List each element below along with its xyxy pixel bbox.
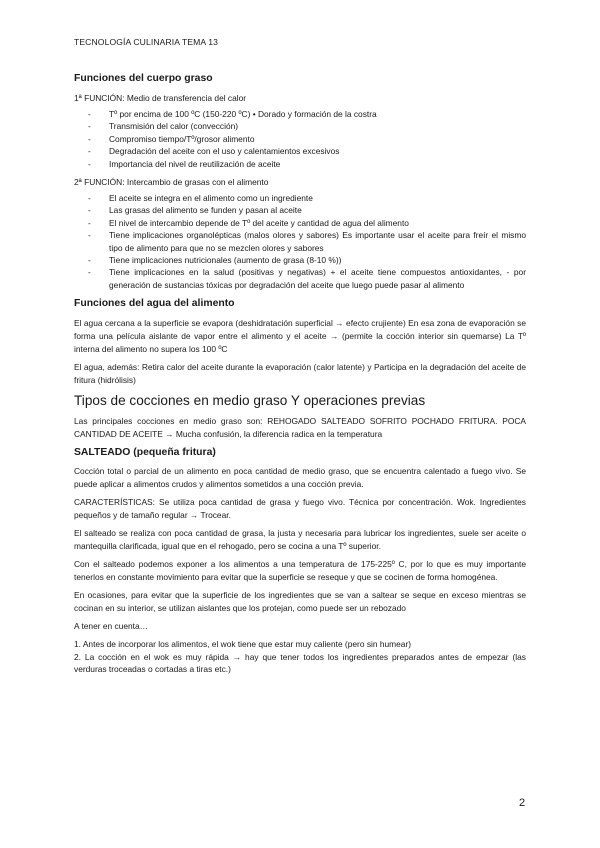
function-1-list [74,108,526,170]
list-item: - Transmisión del calor (convección) [74,120,526,132]
paragraph: A tener en cuenta… [74,621,149,632]
section-title-water-functions: Funciones del agua del alimento [74,298,235,310]
function-1-title: 1ª FUNCIÓN: Medio de transferencia del calor [74,93,247,103]
list-item: 1. Antes de incorporar los alimentos, el wok tiene que estar muy caliente (pero sin humear) [74,639,412,650]
paragraph: Cocción total o parcial de un alimento en poca cantidad de medio graso, que se encuentra calentado a fuego vivo. Se puede aplicar a alimentos crudos y alimentos sometidos a una cocción previa. [74,466,526,490]
function-2-title: 2ª FUNCIÓN: Intercambio de grasas con el alimento [74,177,269,188]
list-item: - Tº por encima de 100 ºC (150-220 ºC) • Dorado y formación de la costra [74,108,526,120]
subsection-title-salteado: SALTEADO (pequeña fritura) [74,447,216,459]
list-item: - Importancia del nivel de reutilización de aceite [74,158,526,170]
section-title-cooking-types: Tipos de cocciones en medio graso Y operaciones previas [74,393,426,409]
list-item: - Tiene implicaciones organolépticas (malos olores y sabores) Es importante usar el aceite para freír el mismo tipo de alimento para que no se mezclen olores y sabores [74,229,526,254]
function-2-list [74,192,526,291]
list-item: - El aceite se integra en el alimento como un ingrediente [74,192,526,204]
list-item: - Las grasas del alimento se funden y pasan al aceite [74,204,526,216]
list-item: 2. La cocción en el wok es muy rápida → hay que tener todos los ingredientes preparados antes de empezar (las verduras troceadas o cortadas a tiras etc.) [74,651,526,675]
list-item: - El nivel de intercambio depende de Tº del aceite y cantidad de agua del alimento [74,217,526,229]
running-header: TECNOLOGÍA CULINARIA TEMA 13 [74,37,219,47]
paragraph: En ocasiones, para evitar que la superficie de los ingredientes que se van a saltear se seque en exceso mientras se cocinan en su interior, se utilizan aislantes que los protejan, como puede ser un rebozado [74,590,526,614]
paragraph: El agua cercana a la superficie se evapora (deshidratación superficial → efecto crujiente) En esa zona de evaporación se forma una película aislante de vapor entre el alimento y el aceite → (permite la cocción interior sin quemarse) La Tº interna del alimento no supera los 100 ºC [74,318,526,355]
paragraph: Las principales cocciones en medio graso son: REHOGADO SALTEADO SOFRITO POCHADO FRITURA. POCA CANTIDAD DE ACEITE → Mucha confusión, la diferencia radica en la temperatura [74,416,526,440]
section-title-fat-functions: Funciones del cuerpo graso [74,73,213,84]
paragraph: CARACTERÍSTICAS: Se utiliza poca cantidad de grasa y fuego vivo. Técnica por concentración. Wok. Ingredientes pequeños y de tamaño regular → Trocear. [74,497,526,521]
numbered-list [74,638,526,675]
list-item: - Degradación del aceite con el uso y calentamientos excesivos [74,145,526,157]
list-item: - Tiene implicaciones en la salud (positivas y negativas) + el aceite tiene compuestos antioxidantes, - por generación de sustancias tóxicas por degradación del aceite que luego puede pasar al alimento [74,266,526,291]
paragraph: El agua, además: Retira calor del aceite durante la evaporación (calor latente) y Participa en la degradación del aceite de fritura (hidrólisis) [74,362,526,386]
page-content [74,72,526,676]
list-item: - Compromiso tiempo/Tº/grosor alimento [74,133,526,145]
list-item: - Tiene implicaciones nutricionales (aumento de grasa (8-10 %)) [74,254,526,266]
paragraph: El salteado se realiza con poca cantidad de grasa, la justa y necesaria para lubricar los ingredientes, suele ser aceite o mantequilla clarificada, igual que en el rehogado, pero se cocina a una Tº superior. [74,528,526,552]
paragraph: Con el salteado podemos exponer a los alimentos a una temperatura de 175-225º C, por lo que es muy importante tenerlos en constante movimiento para evitar que la superficie se reseque y que se cocinen de forma homogénea. [74,559,526,583]
page-number: 2 [519,797,526,809]
